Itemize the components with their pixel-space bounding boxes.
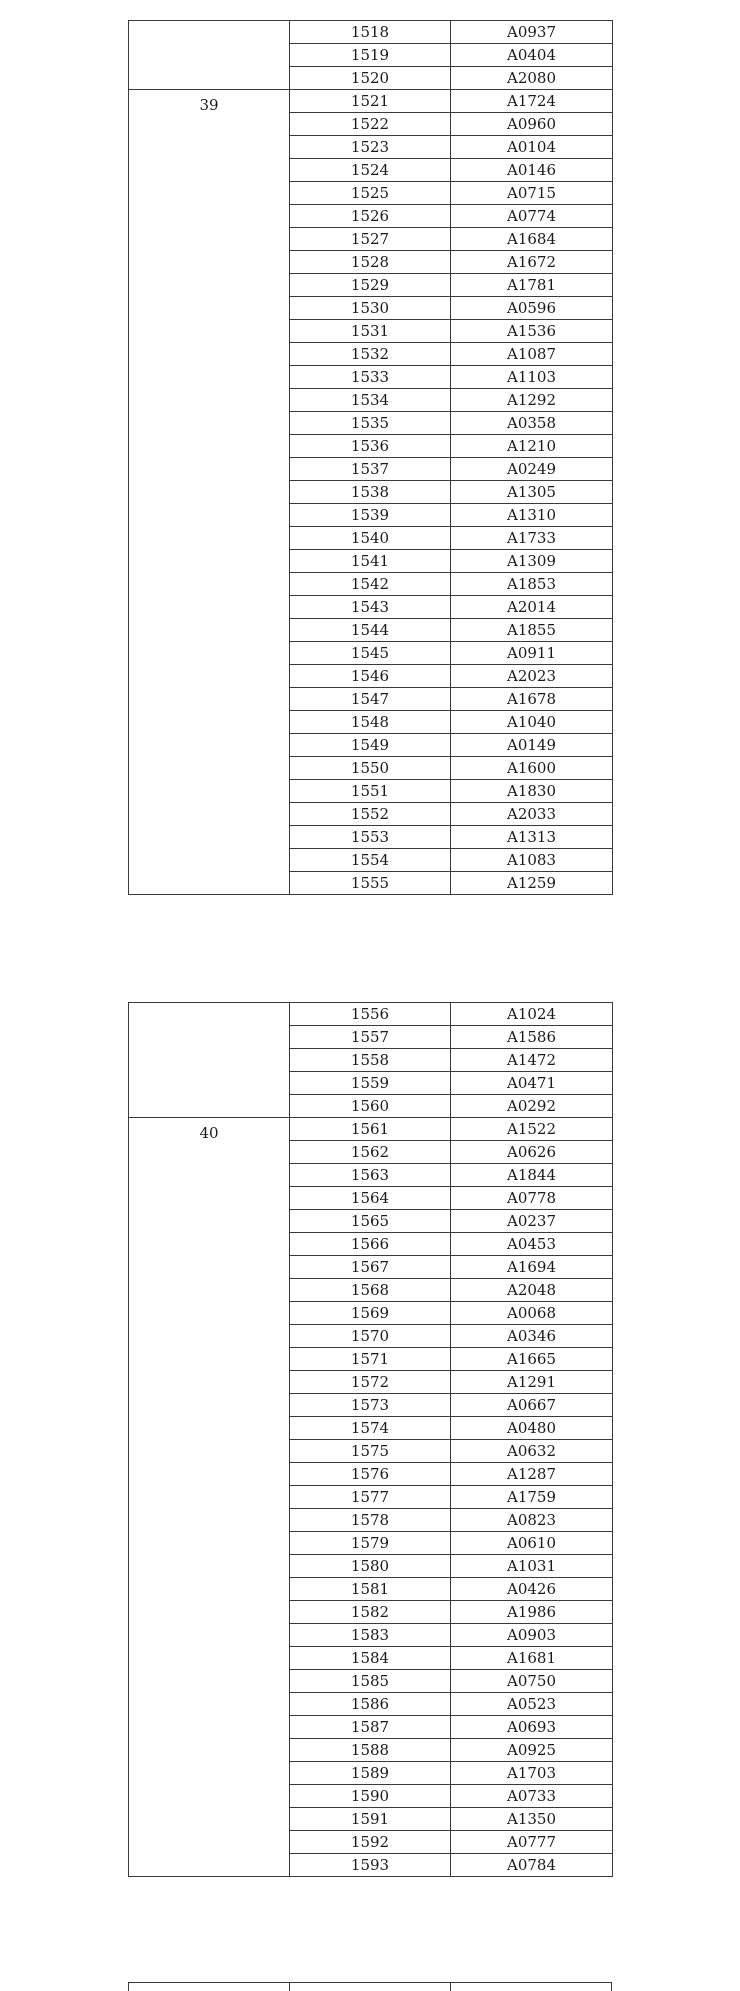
- row-number-cell: 1575: [290, 1440, 451, 1463]
- code-cell: A1665: [451, 1348, 613, 1371]
- row-number-cell: 1571: [290, 1348, 451, 1371]
- row-number-cell: 1556: [290, 1003, 451, 1026]
- code-cell: A1678: [451, 688, 613, 711]
- row-number-cell: 1585: [290, 1670, 451, 1693]
- table-row: [129, 1118, 613, 1141]
- code-cell: A0453: [451, 1233, 613, 1256]
- code-cell: A0774: [451, 205, 613, 228]
- row-number-cell: 1552: [290, 803, 451, 826]
- row-number-cell: 1570: [290, 1325, 451, 1348]
- code-cell: A0358: [451, 412, 613, 435]
- code-cell: A1855: [451, 619, 613, 642]
- row-number-cell: 1547: [290, 688, 451, 711]
- code-cell: A0903: [451, 1624, 613, 1647]
- code-cell: A0693: [451, 1716, 613, 1739]
- code-cell: A1313: [451, 826, 613, 849]
- row-number-cell: 1536: [290, 435, 451, 458]
- row-number-cell: 1592: [290, 1831, 451, 1854]
- row-number-cell: 1553: [290, 826, 451, 849]
- code-cell: A1305: [451, 481, 613, 504]
- code-cell: A1830: [451, 780, 613, 803]
- code-cell: A1087: [451, 343, 613, 366]
- row-number-cell: 1578: [290, 1509, 451, 1532]
- code-cell: A1259: [451, 872, 613, 895]
- code-cell: A0823: [451, 1509, 613, 1532]
- code-cell: A0937: [451, 21, 613, 44]
- code-cell: A0426: [451, 1578, 613, 1601]
- code-cell: A1103: [451, 366, 613, 389]
- row-number-cell: 1569: [290, 1302, 451, 1325]
- row-number-cell: 1533: [290, 366, 451, 389]
- next-table-top-edge: [128, 1982, 612, 1990]
- row-number-cell: 1518: [290, 21, 451, 44]
- assignment-table-group-39: [128, 20, 613, 895]
- assignment-table-group-40: [128, 1002, 613, 1877]
- code-cell: A0960: [451, 113, 613, 136]
- code-cell: A1853: [451, 573, 613, 596]
- code-cell: A0778: [451, 1187, 613, 1210]
- code-cell: A1287: [451, 1463, 613, 1486]
- code-cell: A2033: [451, 803, 613, 826]
- row-number-cell: 1528: [290, 251, 451, 274]
- code-cell: A0750: [451, 1670, 613, 1693]
- row-number-cell: 1537: [290, 458, 451, 481]
- row-number-cell: 1562: [290, 1141, 451, 1164]
- row-number-cell: 1581: [290, 1578, 451, 1601]
- row-number-cell: 1527: [290, 228, 451, 251]
- row-number-cell: 1559: [290, 1072, 451, 1095]
- row-number-cell: 1548: [290, 711, 451, 734]
- row-number-cell: 1521: [290, 90, 451, 113]
- code-cell: A1536: [451, 320, 613, 343]
- code-cell: A1586: [451, 1026, 613, 1049]
- code-cell: A1600: [451, 757, 613, 780]
- row-number-cell: 1591: [290, 1808, 451, 1831]
- row-number-cell: 1544: [290, 619, 451, 642]
- row-number-cell: 1560: [290, 1095, 451, 1118]
- row-number-cell: 1551: [290, 780, 451, 803]
- row-number-cell: 1582: [290, 1601, 451, 1624]
- code-cell: A0237: [451, 1210, 613, 1233]
- group-number-cell: 40: [129, 1118, 290, 1877]
- code-cell: A1292: [451, 389, 613, 412]
- row-number-cell: 1563: [290, 1164, 451, 1187]
- row-number-cell: 1525: [290, 182, 451, 205]
- row-number-cell: 1540: [290, 527, 451, 550]
- row-number-cell: 1584: [290, 1647, 451, 1670]
- row-number-cell: 1583: [290, 1624, 451, 1647]
- table-row: [129, 90, 613, 113]
- code-cell: A1350: [451, 1808, 613, 1831]
- code-cell: A1694: [451, 1256, 613, 1279]
- code-cell: A1040: [451, 711, 613, 734]
- group-cell-continued: [129, 1003, 290, 1118]
- row-number-cell: 1545: [290, 642, 451, 665]
- code-cell: A1672: [451, 251, 613, 274]
- row-number-cell: 1593: [290, 1854, 451, 1877]
- code-cell: A2023: [451, 665, 613, 688]
- row-number-cell: 1568: [290, 1279, 451, 1302]
- code-cell: A0784: [451, 1854, 613, 1877]
- row-number-cell: 1573: [290, 1394, 451, 1417]
- code-cell: A2048: [451, 1279, 613, 1302]
- code-cell: A0777: [451, 1831, 613, 1854]
- code-cell: A0523: [451, 1693, 613, 1716]
- row-number-cell: 1534: [290, 389, 451, 412]
- code-cell: A1310: [451, 504, 613, 527]
- row-number-cell: 1574: [290, 1417, 451, 1440]
- code-cell: A0667: [451, 1394, 613, 1417]
- group-cell-continued: [129, 21, 290, 90]
- row-number-cell: 1520: [290, 67, 451, 90]
- row-number-cell: 1588: [290, 1739, 451, 1762]
- code-cell: A0626: [451, 1141, 613, 1164]
- code-cell: A1703: [451, 1762, 613, 1785]
- row-number-cell: 1550: [290, 757, 451, 780]
- row-number-cell: 1549: [290, 734, 451, 757]
- code-cell: A2014: [451, 596, 613, 619]
- code-cell: A1759: [451, 1486, 613, 1509]
- row-number-cell: 1590: [290, 1785, 451, 1808]
- code-cell: A1309: [451, 550, 613, 573]
- code-cell: A1844: [451, 1164, 613, 1187]
- row-number-cell: 1565: [290, 1210, 451, 1233]
- row-number-cell: 1530: [290, 297, 451, 320]
- code-cell: A0925: [451, 1739, 613, 1762]
- row-number-cell: 1576: [290, 1463, 451, 1486]
- row-number-cell: 1577: [290, 1486, 451, 1509]
- code-cell: A0632: [451, 1440, 613, 1463]
- code-cell: A0715: [451, 182, 613, 205]
- row-number-cell: 1532: [290, 343, 451, 366]
- row-number-cell: 1566: [290, 1233, 451, 1256]
- row-number-cell: 1523: [290, 136, 451, 159]
- row-number-cell: 1538: [290, 481, 451, 504]
- code-cell: A1291: [451, 1371, 613, 1394]
- row-number-cell: 1564: [290, 1187, 451, 1210]
- code-cell: A0733: [451, 1785, 613, 1808]
- code-cell: A1472: [451, 1049, 613, 1072]
- code-cell: A0249: [451, 458, 613, 481]
- row-number-cell: 1587: [290, 1716, 451, 1739]
- code-cell: A0596: [451, 297, 613, 320]
- row-number-cell: 1558: [290, 1049, 451, 1072]
- row-number-cell: 1519: [290, 44, 451, 67]
- row-number-cell: 1555: [290, 872, 451, 895]
- code-cell: A0471: [451, 1072, 613, 1095]
- code-cell: A0610: [451, 1532, 613, 1555]
- row-number-cell: 1543: [290, 596, 451, 619]
- code-cell: A2080: [451, 67, 613, 90]
- row-number-cell: 1531: [290, 320, 451, 343]
- code-cell: A1210: [451, 435, 613, 458]
- code-cell: A1681: [451, 1647, 613, 1670]
- code-cell: A0149: [451, 734, 613, 757]
- code-cell: A1024: [451, 1003, 613, 1026]
- code-cell: A1031: [451, 1555, 613, 1578]
- code-cell: A0480: [451, 1417, 613, 1440]
- row-number-cell: 1524: [290, 159, 451, 182]
- code-cell: A1733: [451, 527, 613, 550]
- code-cell: A1724: [451, 90, 613, 113]
- code-cell: A0346: [451, 1325, 613, 1348]
- row-number-cell: 1542: [290, 573, 451, 596]
- row-number-cell: 1535: [290, 412, 451, 435]
- row-number-cell: 1554: [290, 849, 451, 872]
- row-number-cell: 1561: [290, 1118, 451, 1141]
- code-cell: A1083: [451, 849, 613, 872]
- row-number-cell: 1557: [290, 1026, 451, 1049]
- row-number-cell: 1529: [290, 274, 451, 297]
- code-cell: A1684: [451, 228, 613, 251]
- row-number-cell: 1539: [290, 504, 451, 527]
- row-number-cell: 1579: [290, 1532, 451, 1555]
- code-cell: A1522: [451, 1118, 613, 1141]
- row-number-cell: 1572: [290, 1371, 451, 1394]
- code-cell: A0068: [451, 1302, 613, 1325]
- table-row: [129, 1003, 613, 1026]
- code-cell: A1986: [451, 1601, 613, 1624]
- table-row: [129, 21, 613, 44]
- row-number-cell: 1589: [290, 1762, 451, 1785]
- code-cell: A0104: [451, 136, 613, 159]
- row-number-cell: 1526: [290, 205, 451, 228]
- code-cell: A0911: [451, 642, 613, 665]
- row-number-cell: 1567: [290, 1256, 451, 1279]
- code-cell: A1781: [451, 274, 613, 297]
- code-cell: A0146: [451, 159, 613, 182]
- group-number-cell: 39: [129, 90, 290, 895]
- row-number-cell: 1522: [290, 113, 451, 136]
- code-cell: A0404: [451, 44, 613, 67]
- row-number-cell: 1541: [290, 550, 451, 573]
- row-number-cell: 1586: [290, 1693, 451, 1716]
- row-number-cell: 1580: [290, 1555, 451, 1578]
- row-number-cell: 1546: [290, 665, 451, 688]
- code-cell: A0292: [451, 1095, 613, 1118]
